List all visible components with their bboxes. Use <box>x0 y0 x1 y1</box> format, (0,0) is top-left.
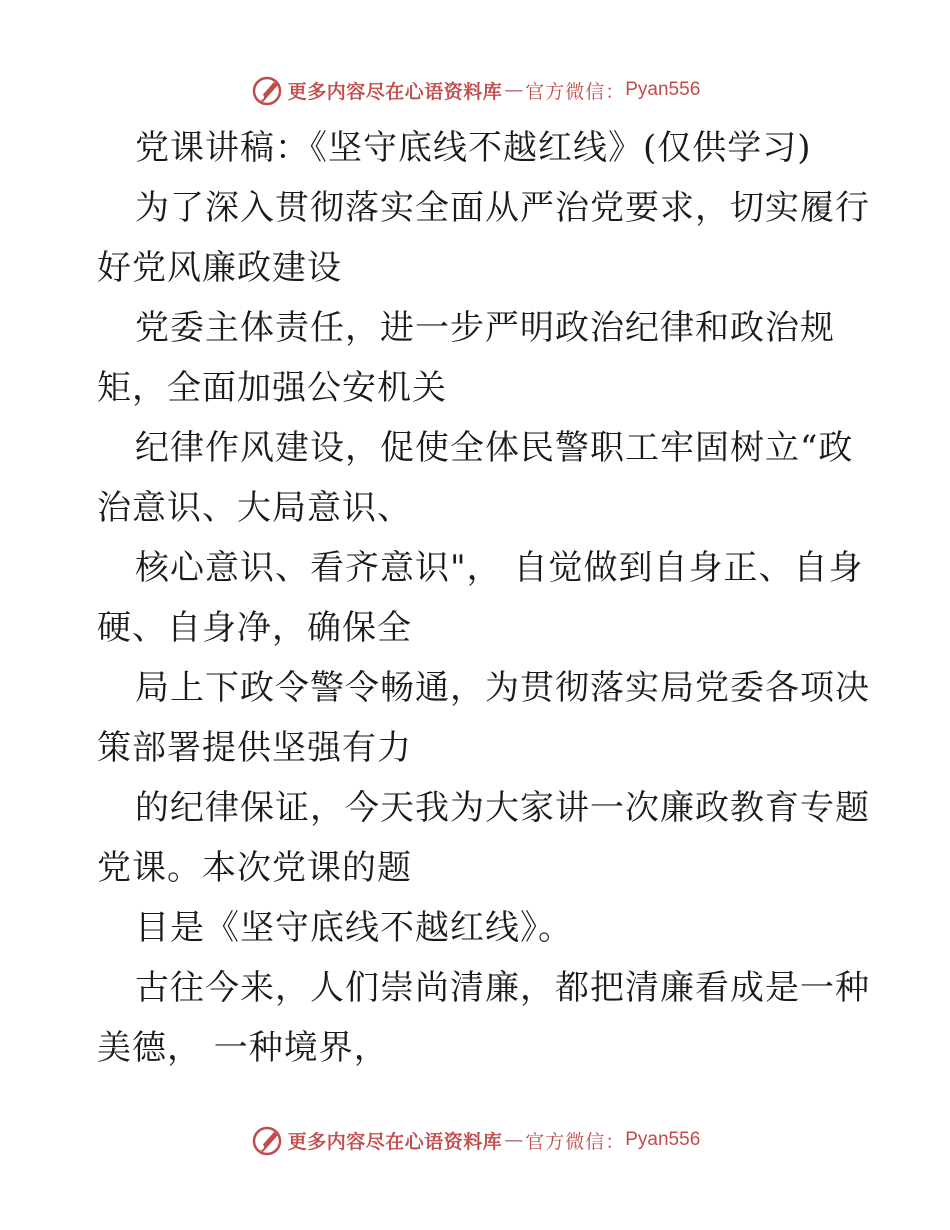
body-line: 局上下政令警令畅通，为贯彻落实局党委各项决 <box>135 668 870 708</box>
body-line: 治意识、大局意识、 <box>97 488 412 528</box>
document-title: 党课讲稿：《坚守底线不越红线》(仅供学习) <box>135 128 812 168</box>
body-line: 党委主体责任，进一步严明政治纪律和政治规 <box>135 308 835 348</box>
document-body <box>97 118 870 1078</box>
banner-brand-text: 更多内容尽在心语资料库 <box>287 80 503 103</box>
body-line: 古往今来，人们崇尚清廉，都把清廉看成是一种 <box>135 968 870 1008</box>
banner-wechat-id: Pyan556 <box>625 1129 701 1150</box>
body-line: 的纪律保证，今天我为大家讲一次廉政教育专题 <box>135 788 870 828</box>
body-line: 核心意识、看齐意识"， 自觉做到自身正、自身 <box>135 548 864 588</box>
body-line: 党课。本次党课的题 <box>97 848 412 888</box>
body-line: 硬、自身净，确保全 <box>97 608 412 648</box>
banner-wechat-label: 官方微信： <box>525 1130 626 1153</box>
banner-dash: — <box>504 1129 524 1151</box>
body-line: 矩，全面加强公安机关 <box>97 368 447 408</box>
banner-wechat-id: Pyan556 <box>625 79 701 100</box>
pen-logo-icon <box>250 1123 284 1157</box>
body-line: 好党风廉政建设 <box>97 248 342 288</box>
body-line: 策部署提供坚强有力 <box>97 728 412 768</box>
header-banner <box>0 70 950 110</box>
banner-wechat-label: 官方微信： <box>525 80 626 103</box>
body-line: 目是《坚守底线不越红线》。 <box>135 908 573 948</box>
body-line: 美德， 一种境界， <box>97 1028 389 1068</box>
body-line: 为了深入贯彻落实全面从严治党要求，切实履行 <box>135 188 870 228</box>
body-line: 纪律作风建设，促使全体民警职工牢固树立“政 <box>135 428 854 468</box>
pen-logo-icon <box>250 73 284 107</box>
banner-dash: — <box>504 79 524 101</box>
footer-banner <box>0 1120 950 1160</box>
banner-brand-text: 更多内容尽在心语资料库 <box>287 1130 503 1153</box>
